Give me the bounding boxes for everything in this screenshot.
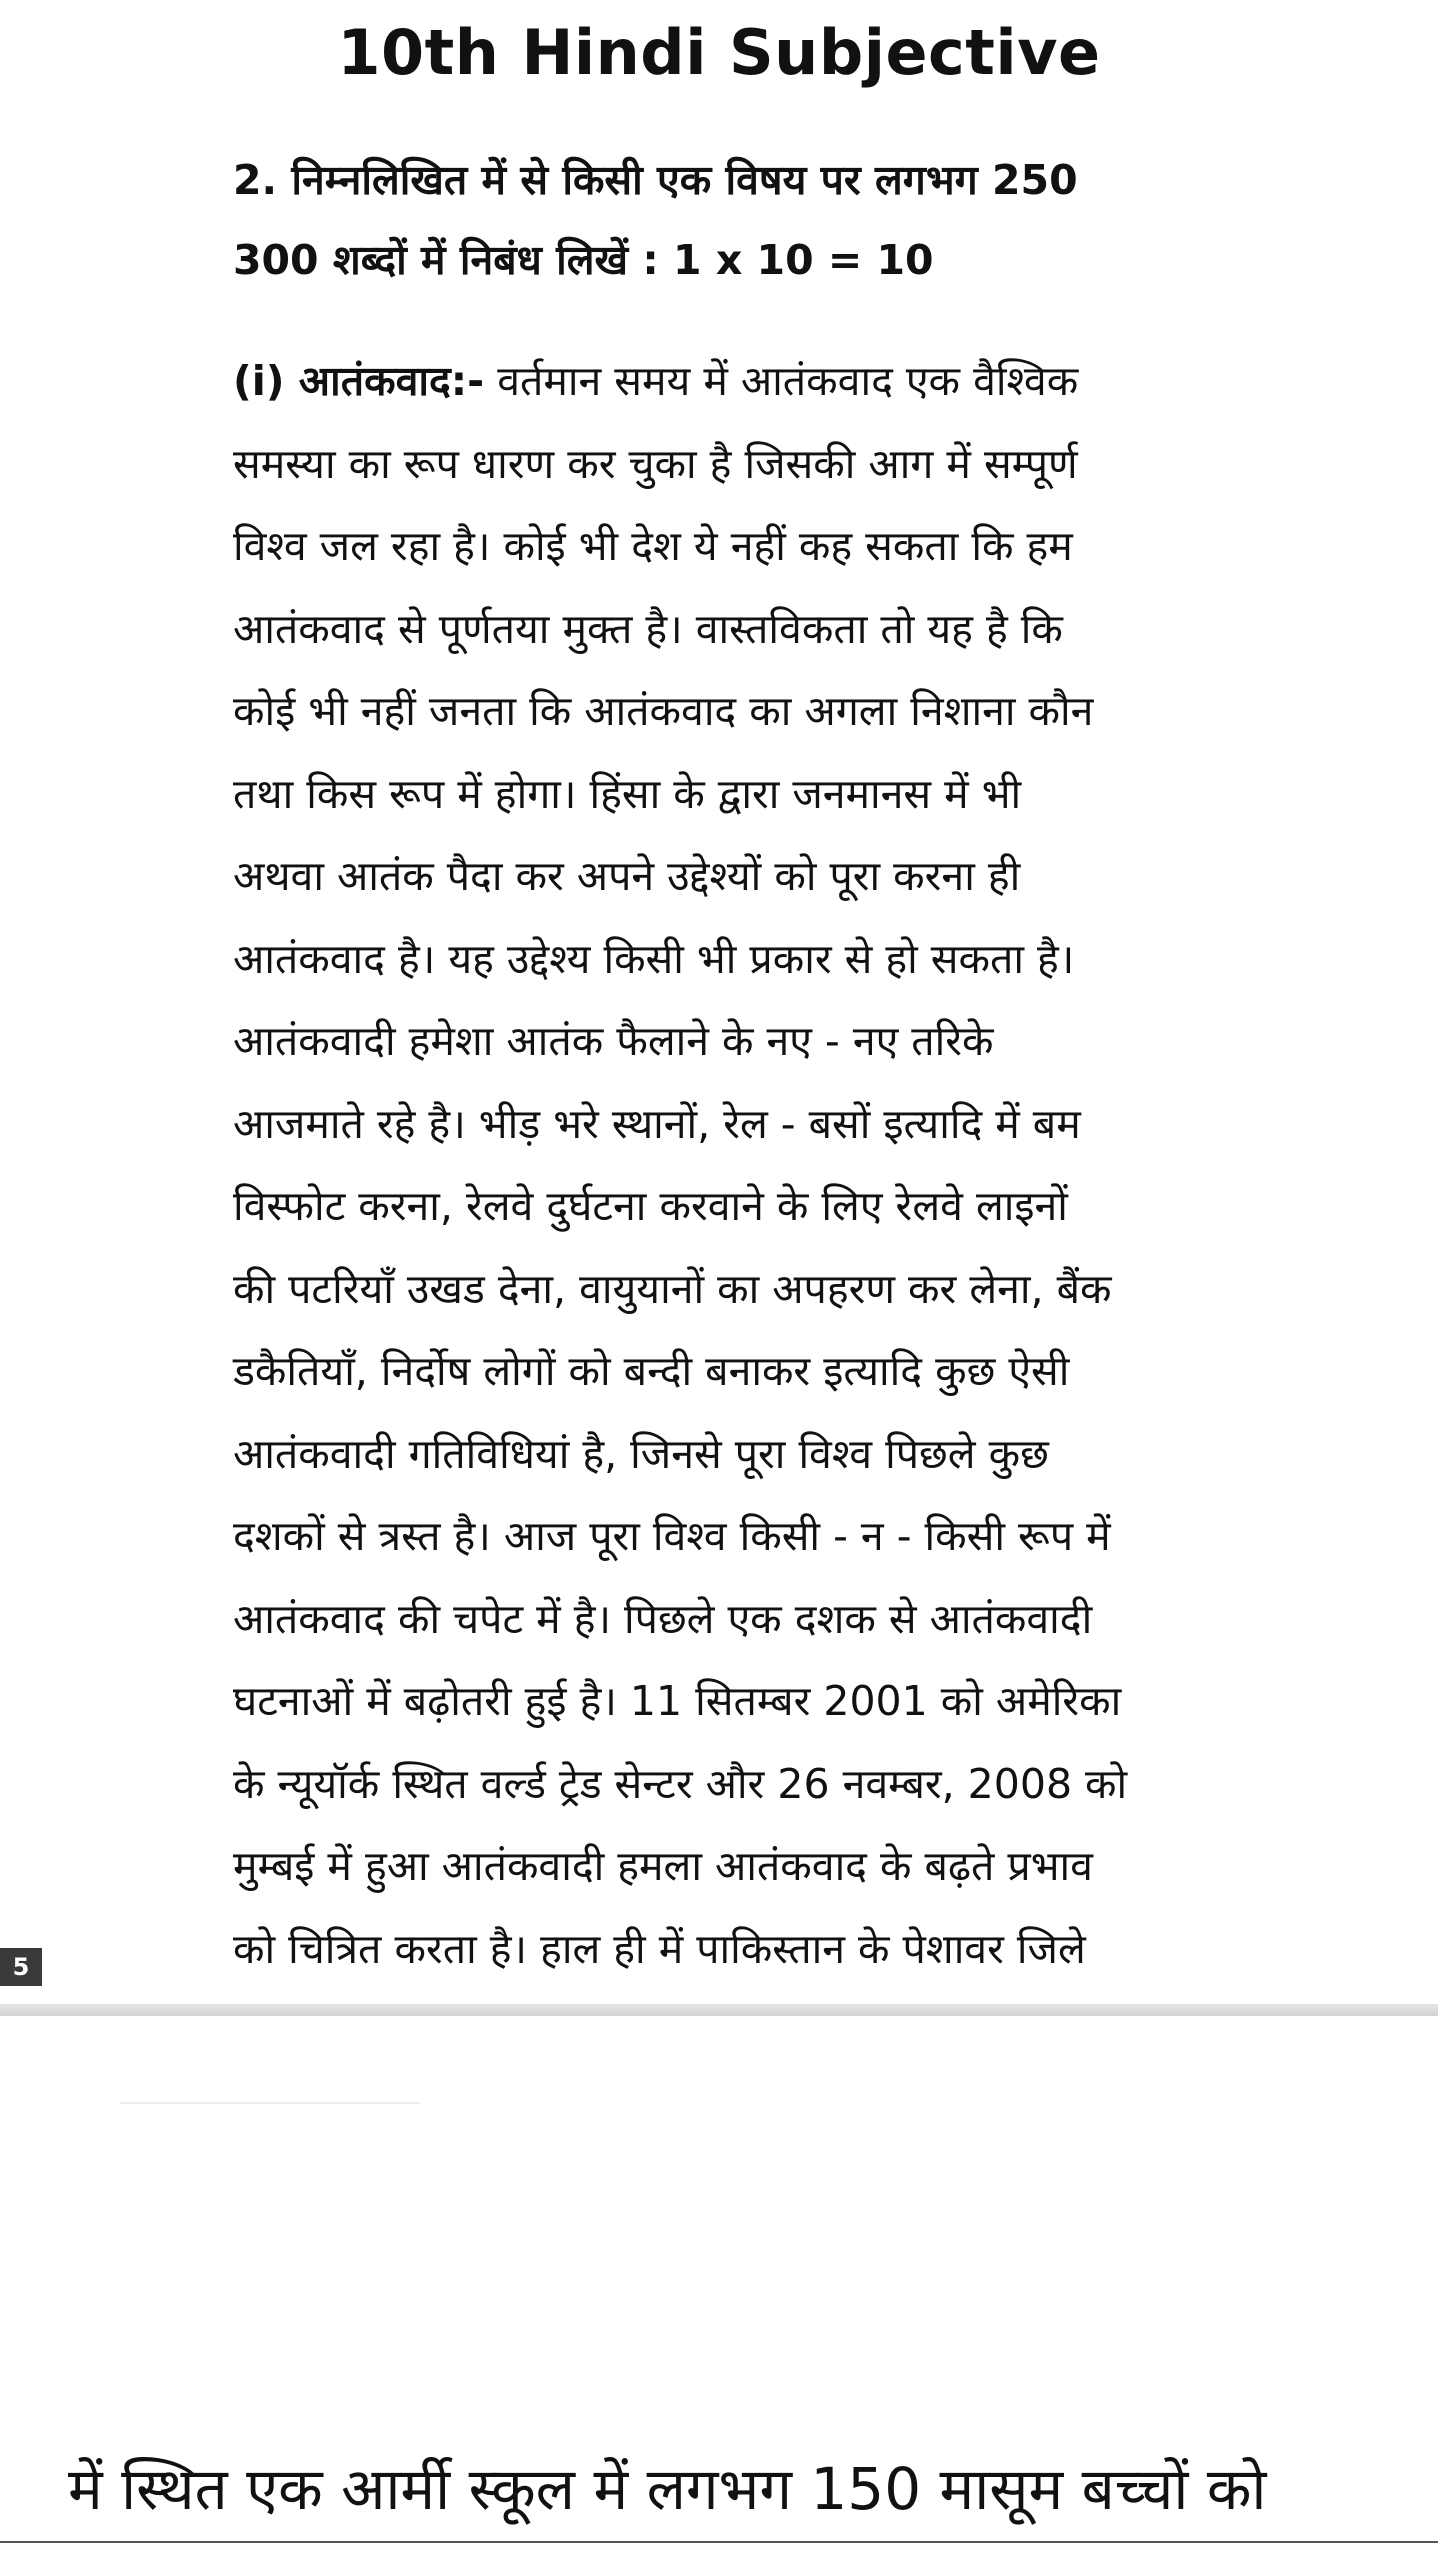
- bottom-rule: [0, 2541, 1438, 2543]
- essay-line: विस्फोट करना, रेलवे दुर्घटना करवाने के लिए रेलवे लाइनों: [233, 1182, 1068, 1230]
- essay-line: के न्यूयॉर्क स्थित वर्ल्ड ट्रेड सेन्टर और 26 नवम्बर, 2008 को: [233, 1759, 1128, 1808]
- essay-line: अथवा आतंक पैदा कर अपने उद्देश्यों को पूरा करना ही: [233, 852, 1021, 900]
- essay-line: आतंकवादी हमेशा आतंक फैलाने के नए - नए तरिके: [233, 1017, 994, 1065]
- essay-line: कोई भी नहीं जनता कि आतंकवाद का अगला निशाना कौन: [233, 687, 1094, 735]
- essay-heading: (i) आतंकवाद:-: [233, 357, 485, 405]
- essay-line: दशकों से त्रस्त है। आज पूरा विश्व किसी - न - किसी रूप में: [233, 1512, 1111, 1560]
- question-text: [233, 140, 1253, 300]
- essay-line: आतंकवादी गतिविधियां है, जिनसे पूरा विश्व पिछले कुछ: [233, 1429, 1049, 1478]
- essay-line: की पटरियाँ उखड देना, वायुयानों का अपहरण कर लेना, बैंक: [233, 1264, 1112, 1313]
- essay-line: विश्व जल रहा है। कोई भी देश ये नहीं कह सकता कि हम: [233, 522, 1073, 570]
- page-number-badge: 5: [0, 1948, 42, 1986]
- essay-line: [233, 340, 1273, 423]
- question-line-2: 300 शब्दों में निबंध लिखें : 1 x 10 = 10: [233, 236, 934, 284]
- essay-line: मुम्बई में हुआ आतंकवादी हमला आतंकवाद के बढ़ते प्रभाव: [233, 1842, 1093, 1890]
- essay-line: आतंकवाद से पूर्णतया मुक्त है। वास्तविकता तो यह है कि: [233, 604, 1063, 653]
- essay-line-text: वर्तमान समय में आतंकवाद एक वैश्विक: [484, 357, 1079, 405]
- essay-line: आतंकवाद है। यह उद्देश्य किसी भी प्रकार से हो सकता है।: [233, 934, 1075, 983]
- essay-line: आजमाते रहे है। भीड़ भरे स्थानों, रेल - बसों इत्यादि में बम: [233, 1099, 1081, 1148]
- essay-line: समस्या का रूप धारण कर चुका है जिसकी आग में सम्पूर्ण: [233, 439, 1078, 488]
- next-page-text: में स्थित एक आर्मी स्कूल में लगभग 150 मासूम बच्चों को: [68, 2455, 1267, 2523]
- essay-body: [233, 340, 1273, 1990]
- essay-line: डकैतियाँ, निर्दोष लोगों को बन्दी बनाकर इत्यादि कुछ ऐसी: [233, 1347, 1070, 1395]
- essay-line: तथा किस रूप में होगा। हिंसा के द्वारा जनमानस में भी: [233, 769, 1022, 818]
- page-title: 10th Hindi Subjective: [337, 16, 1101, 89]
- essay-line: को चित्रित करता है। हाल ही में पाकिस्तान के पेशावर जिले: [233, 1924, 1086, 1973]
- essay-line: घटनाओं में बढ़ोतरी हुई है। 11 सितम्बर 2001 को अमेरिका: [233, 1677, 1122, 1725]
- faint-rule: [120, 2102, 420, 2104]
- page-divider: [0, 2004, 1438, 2016]
- essay-line: आतंकवाद की चपेट में है। पिछले एक दशक से आतंकवादी: [233, 1594, 1093, 1643]
- question-line-1: 2. निम्नलिखित में से किसी एक विषय पर लगभग 250: [233, 156, 1078, 204]
